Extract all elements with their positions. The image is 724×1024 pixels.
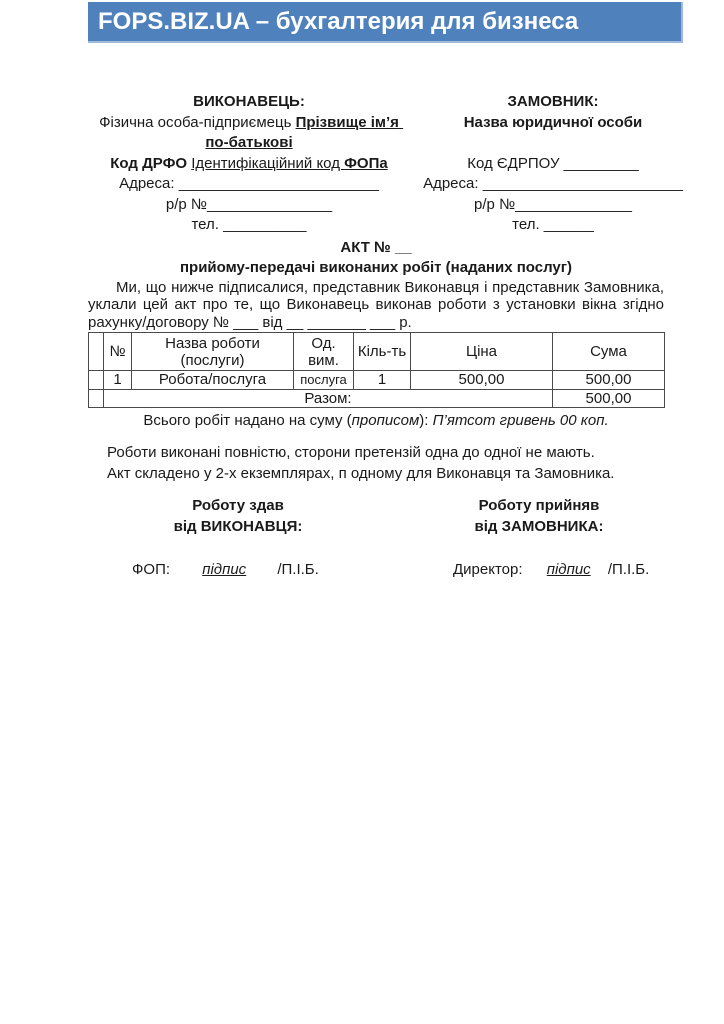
- executor-title: ВИКОНАВЕЦЬ:: [193, 93, 305, 110]
- signature-headers: [88, 496, 684, 537]
- sig-left-line1: Роботу здав: [192, 497, 284, 514]
- executor-code-hint: Ідентифікаційний код: [191, 154, 345, 172]
- col-header-number: №: [104, 333, 132, 371]
- cell-sum: 500,00: [553, 371, 665, 390]
- cell-quantity: 1: [354, 371, 411, 390]
- total-words-prefix: Всього робіт надано на суму (: [143, 412, 352, 429]
- works-table: [88, 332, 665, 408]
- total-words-separator: ):: [419, 412, 433, 429]
- note-no-claims: Роботи виконані повністю, сторони претензій одна до одної не мають.: [107, 444, 595, 461]
- sig-right-line1: Роботу прийняв: [478, 497, 600, 514]
- executor-name-line: [88, 113, 410, 154]
- col-header-quantity: Кіль-ть: [354, 333, 411, 371]
- cell-number: 1: [104, 371, 132, 390]
- works-table-row: [89, 371, 665, 390]
- cell-price: 500,00: [411, 371, 553, 390]
- customer-name-placeholder: Назва юридичної особи: [463, 113, 643, 131]
- total-label-cell: Разом:: [104, 390, 553, 408]
- cell-work-name: Робота/послуга: [132, 371, 294, 390]
- works-table-margin-cell: [89, 371, 104, 390]
- total-words-propysom: прописом: [351, 412, 420, 429]
- executor-name-placeholder: Прізвище ім’я по-батькові: [205, 113, 404, 151]
- sig-right-line2: від ЗАМОВНИКА:: [474, 517, 604, 535]
- parties-section: [88, 92, 684, 236]
- act-body-paragraph: [88, 279, 664, 332]
- act-subtitle: прийому-передачі виконаних робіт (наданих послуг): [179, 259, 573, 276]
- site-banner-title: FOPS.BIZ.UA – бухгалтерия для бизнеса: [98, 8, 579, 35]
- document-page: [88, 92, 684, 578]
- notes-section: [88, 442, 684, 484]
- customer-signature-placeholder: підпис: [546, 561, 591, 578]
- executor-account-field: р/р №_______________: [165, 195, 333, 213]
- executor-pib-label: /П.І.Б.: [277, 561, 319, 578]
- executor-phone-field: тел. __________: [191, 216, 307, 233]
- act-body-line3: рахунку/договору № ___ від __ _______ ___ р.: [88, 313, 412, 331]
- col-header-unit: Од. вим.: [294, 333, 354, 371]
- executor-type-label: Фізична особа-підприємець: [99, 113, 296, 131]
- col-header-work-name: Назва роботи (послуги): [132, 333, 294, 371]
- works-table-margin-cell: [89, 333, 104, 371]
- executor-code-label: Код ДРФО: [110, 154, 192, 172]
- customer-title: ЗАМОВНИК:: [507, 93, 599, 110]
- customer-role-label: Директор:: [453, 561, 523, 578]
- total-in-words-line: [88, 411, 664, 431]
- works-table-margin-cell: [89, 390, 104, 408]
- note-copies: Акт складено у 2-х екземплярах, п одному для Виконавця та Замовника.: [107, 465, 615, 482]
- signature-header-executor: [88, 496, 388, 537]
- site-banner: [88, 2, 683, 43]
- executor-block: [88, 92, 410, 236]
- customer-block: [422, 92, 684, 236]
- act-body-line1: Ми, що нижче підписалися, представник Виконавця і представник Замовника,: [116, 278, 664, 296]
- executor-signature-placeholder: підпис: [202, 561, 247, 578]
- signature-line: [88, 561, 684, 578]
- total-value-cell: 500,00: [553, 390, 665, 408]
- customer-phone-field: тел. ______: [512, 216, 594, 233]
- total-words-amount: П’ятсот гривень 00 коп.: [432, 412, 609, 429]
- col-header-price: Ціна: [411, 333, 553, 371]
- act-body-line2: уклали цей акт про те, що Виконавець виконав роботи з установки вікна згідно: [88, 296, 664, 313]
- customer-account-field: р/р №______________: [474, 195, 632, 213]
- act-title: АКТ № __: [340, 238, 412, 256]
- col-header-sum: Сума: [553, 333, 665, 371]
- cell-unit: послуга: [294, 371, 354, 390]
- customer-pib-label: /П.І.Б.: [607, 561, 650, 578]
- executor-code-hint-bold: ФОПа: [344, 154, 388, 172]
- executor-code-line: [88, 154, 410, 175]
- executor-role-label: ФОП:: [132, 561, 171, 578]
- customer-spacer-line: [422, 133, 684, 154]
- sig-left-line2: від ВИКОНАВЦЯ:: [173, 517, 303, 535]
- works-table-total-row: [89, 390, 665, 408]
- customer-address-field: Адреса: ________________________: [423, 175, 683, 192]
- customer-code-field: Код ЄДРПОУ _________: [467, 154, 639, 172]
- executor-address-field: Адреса: ________________________: [119, 175, 379, 192]
- works-table-header-row: [89, 333, 665, 371]
- signature-header-customer: [394, 496, 684, 537]
